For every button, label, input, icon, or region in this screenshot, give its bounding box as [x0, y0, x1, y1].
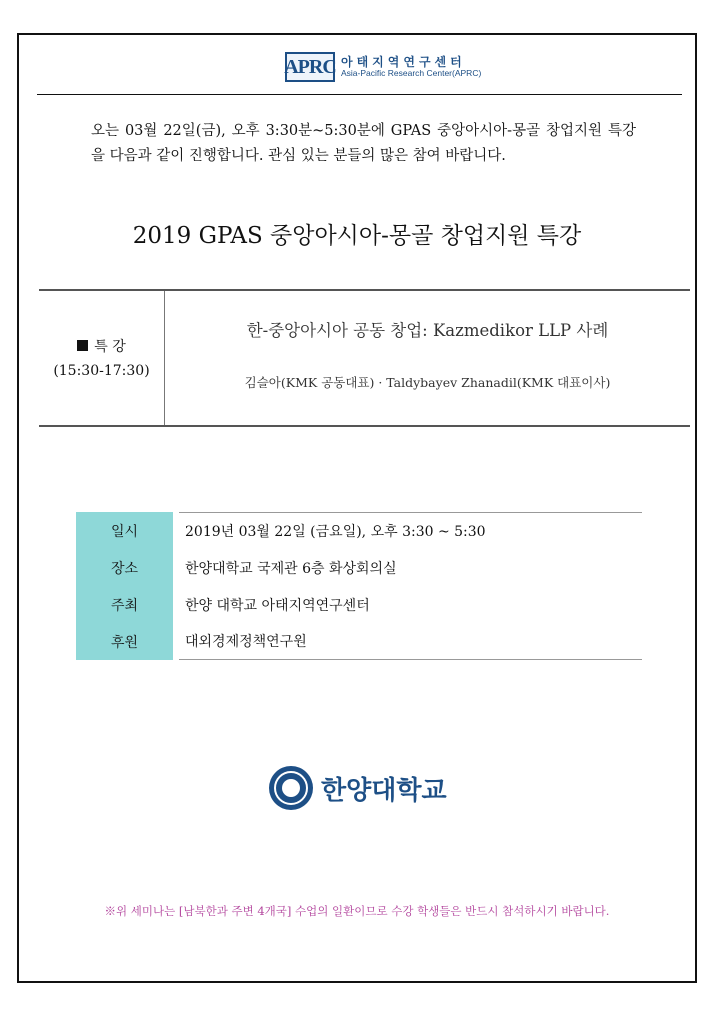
detail-row-host	[76, 586, 642, 623]
detail-value: 대외경제정책연구원	[179, 623, 642, 660]
university-logo	[269, 766, 447, 810]
university-seal-icon	[269, 766, 313, 810]
detail-label: 주최	[76, 586, 173, 623]
detail-value: 2019년 03월 22일 (금요일), 오후 3:30 ~ 5:30	[179, 512, 642, 549]
detail-label: 후원	[76, 623, 173, 660]
detail-row-date	[76, 512, 642, 549]
org-name-ko: 아태지역연구센터	[341, 55, 466, 70]
university-name: 한양대학교	[321, 775, 447, 806]
aprc-logo-mark: APRC	[285, 52, 335, 82]
square-bullet-icon	[77, 340, 88, 351]
detail-value: 한양 대학교 아태지역연구센터	[185, 597, 370, 614]
lecture-divider	[164, 291, 165, 425]
lecture-box	[39, 289, 690, 427]
intro-paragraph: 오는 03월 22일(금), 오후 3:30분~5:30분에 GPAS 중앙아시아-몽골 창업지원 특강을 다음과 같이 진행합니다. 관심 있는 분들의 많은 참여 바랍니다.	[91, 123, 636, 164]
lecture-time: (15:30-17:30)	[53, 363, 150, 379]
lecture-label	[39, 335, 164, 383]
header-divider	[37, 94, 682, 95]
lecture-speakers: 김슬아(KMK 공동대표) · Taldybayev Zhanadil(KMK 대표이사)	[244, 375, 611, 390]
detail-value: 한양대학교 국제관 6층 화상회의실	[185, 560, 397, 577]
details-table	[76, 512, 642, 660]
aprc-logo	[285, 52, 481, 82]
detail-row-venue	[76, 549, 642, 586]
detail-label: 일시	[76, 512, 173, 549]
aprc-logo-text	[341, 56, 481, 78]
lecture-label-text: 특 강	[94, 339, 126, 355]
detail-row-sponsor	[76, 623, 642, 660]
detail-label: 장소	[76, 549, 173, 586]
header	[37, 49, 682, 95]
page-title: 2019 GPAS 중앙아시아-몽골 창업지원 특강	[132, 223, 582, 249]
lecture-topic: 한-중앙아시아 공동 창업: Kazmedikor LLP 사례	[246, 321, 609, 340]
attendance-note: ※위 세미나는 [남북한과 주변 4개국] 수업의 일환이므로 수강 학생들은 반드시 참석하시기 바랍니다.	[104, 904, 610, 918]
org-name-en: Asia-Pacific Research Center(APRC)	[341, 67, 482, 78]
document-frame	[17, 33, 697, 983]
